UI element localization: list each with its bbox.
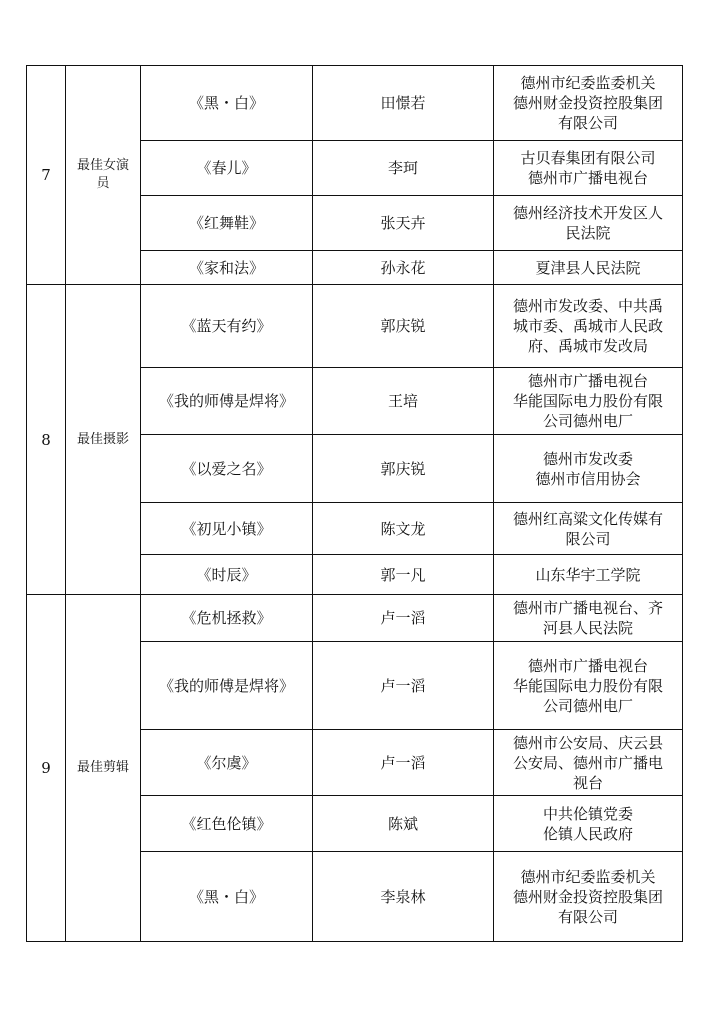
person-name: 王培 [313,368,494,435]
organization: 德州市纪委监委机关 德州财金投资控股集团 有限公司 [494,66,683,141]
work-title: 《黑・白》 [141,852,313,942]
organization: 德州市广播电视台 华能国际电力股份有限 公司德州电厂 [494,642,683,730]
award-number: 7 [27,66,66,285]
table-row [27,285,683,368]
awards-table [26,65,683,942]
organization: 德州市广播电视台、齐 河县人民法院 [494,595,683,642]
work-title: 《危机拯救》 [141,595,313,642]
award-category: 最佳女演员 [66,66,141,285]
work-title: 《我的师傅是焊将》 [141,368,313,435]
table-row [27,66,683,141]
organization: 山东华宇工学院 [494,555,683,595]
organization: 夏津县人民法院 [494,251,683,285]
organization: 德州市公安局、庆云县 公安局、德州市广播电 视台 [494,730,683,796]
person-name: 李泉林 [313,852,494,942]
work-title: 《以爱之名》 [141,435,313,503]
organization: 中共伦镇党委 伦镇人民政府 [494,796,683,852]
work-title: 《春儿》 [141,141,313,196]
work-title: 《我的师傅是焊将》 [141,642,313,730]
work-title: 《蓝天有约》 [141,285,313,368]
person-name: 卢一滔 [313,730,494,796]
person-name: 卢一滔 [313,595,494,642]
award-category: 最佳剪辑 [66,595,141,942]
person-name: 张天卉 [313,196,494,251]
organization: 德州市广播电视台 华能国际电力股份有限 公司德州电厂 [494,368,683,435]
person-name: 田憬若 [313,66,494,141]
person-name: 陈文龙 [313,503,494,555]
organization: 德州市发改委、中共禹 城市委、禹城市人民政 府、禹城市发改局 [494,285,683,368]
award-number: 8 [27,285,66,595]
person-name: 郭庆锐 [313,285,494,368]
organization: 德州市纪委监委机关 德州财金投资控股集团 有限公司 [494,852,683,942]
person-name: 郭庆锐 [313,435,494,503]
organization: 德州经济技术开发区人 民法院 [494,196,683,251]
work-title: 《时辰》 [141,555,313,595]
table-row [27,595,683,642]
award-number: 9 [27,595,66,942]
work-title: 《红色伦镇》 [141,796,313,852]
organization: 古贝春集团有限公司 德州市广播电视台 [494,141,683,196]
organization: 德州市发改委 德州市信用协会 [494,435,683,503]
work-title: 《家和法》 [141,251,313,285]
organization: 德州红高粱文化传媒有 限公司 [494,503,683,555]
person-name: 孙永花 [313,251,494,285]
person-name: 郭一凡 [313,555,494,595]
person-name: 陈斌 [313,796,494,852]
person-name: 卢一滔 [313,642,494,730]
award-category: 最佳摄影 [66,285,141,595]
work-title: 《初见小镇》 [141,503,313,555]
work-title: 《尔虞》 [141,730,313,796]
work-title: 《黑・白》 [141,66,313,141]
work-title: 《红舞鞋》 [141,196,313,251]
person-name: 李珂 [313,141,494,196]
